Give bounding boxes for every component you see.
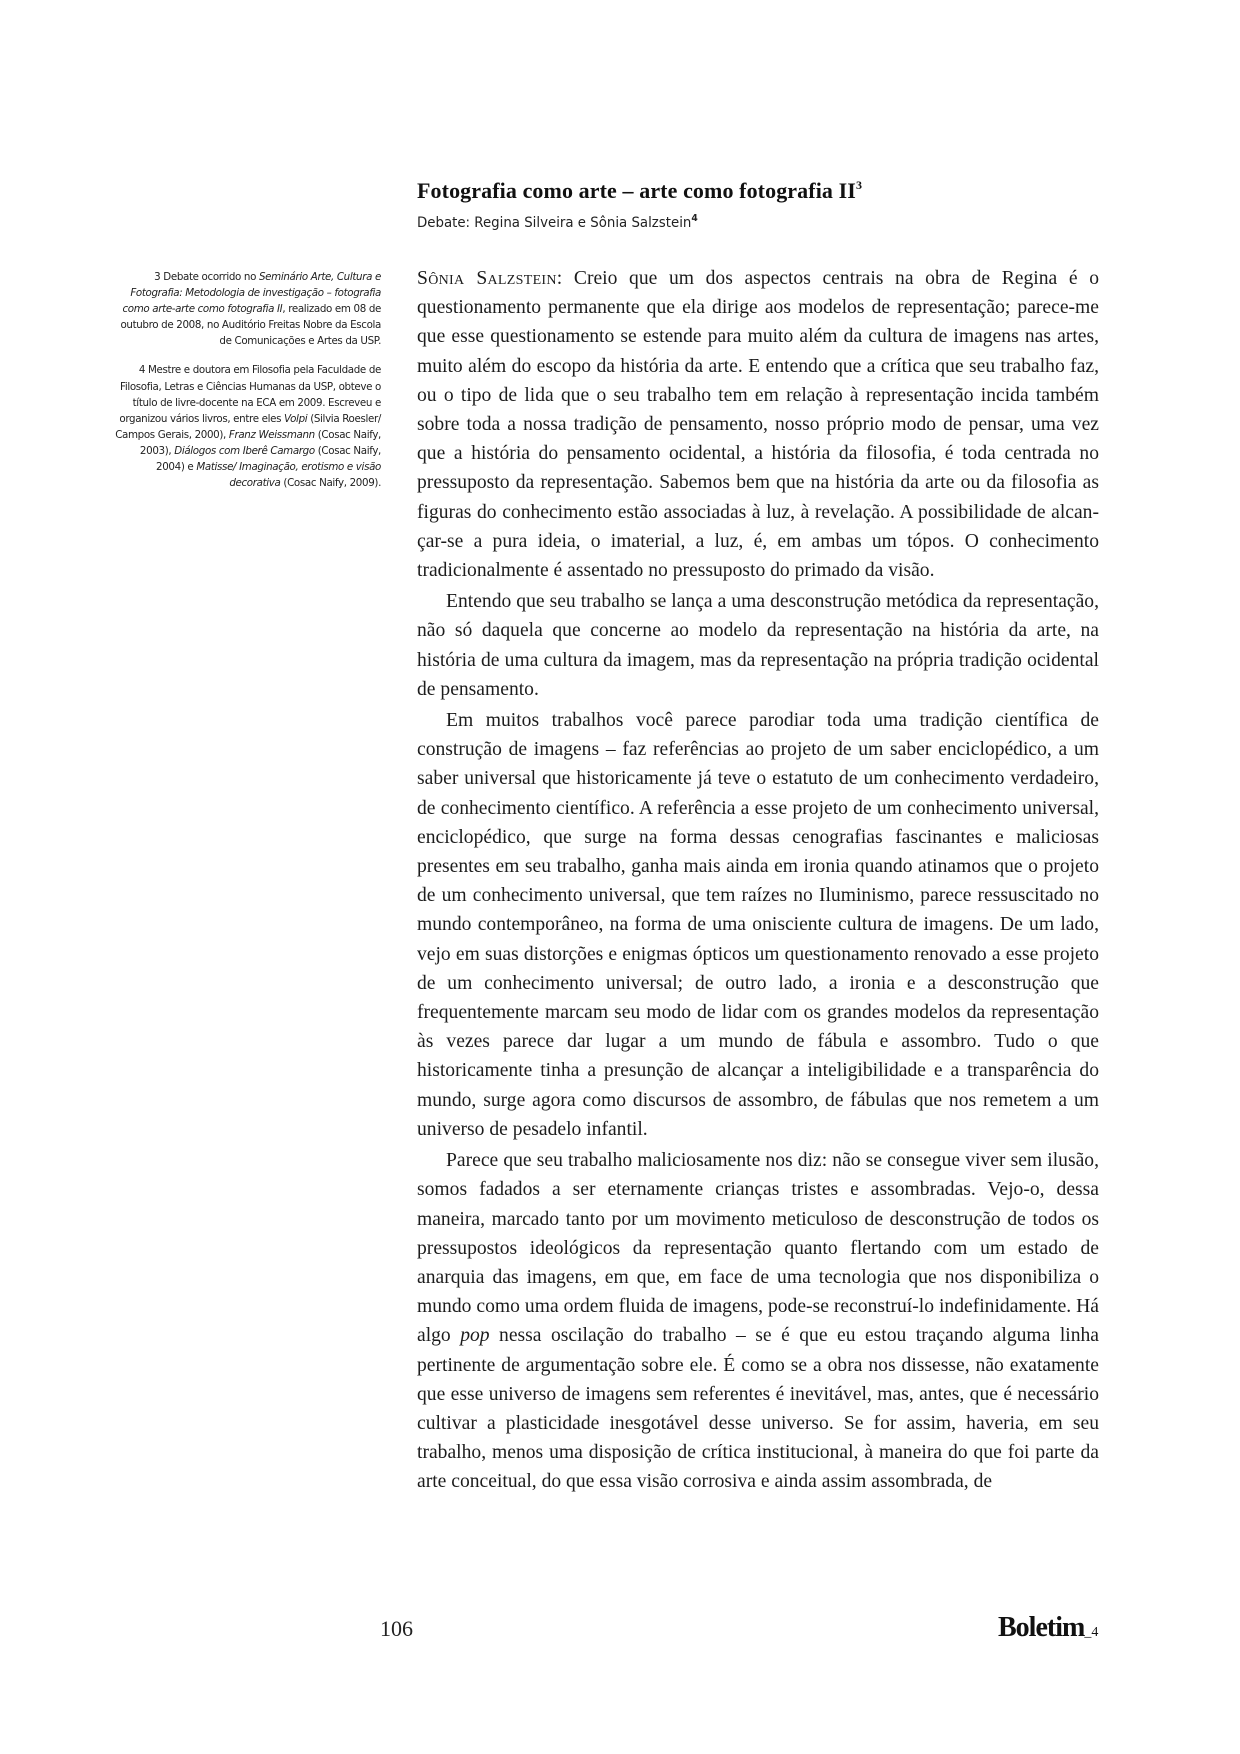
footnote-3-italic-1: Seminário Arte, Cultura e Fotografia: Metodologia de investigação – fotografia como arte-arte como fotografia II (122, 271, 381, 316)
footnote-3-text-2: , realizado em 08 de outubro de 2008, no Auditório Freitas Nobre da Escola de Comunicações e Artes da USP. (120, 303, 381, 348)
footnote-4-text-3: (Cosac Naify, 2003), (139, 428, 381, 457)
footnote-4 (110, 362, 381, 491)
article-title-text: Fotografia como arte – arte como fotografia II (417, 178, 856, 203)
footnote-4-text-2: (Silvia Roesler/ Campos Gerais, 2000), (115, 412, 381, 441)
article-subtitle-text: Debate: Regina Silveira e Sônia Salzstein (417, 215, 692, 231)
journal-logo-name: Boletim (998, 1612, 1085, 1643)
paragraph-3: Em muitos trabalhos você parece parodiar toda uma tradição científica de construção de imagens – faz referências ao projeto de um saber enciclopédico, a um saber universal que historicamente já teve o estatuto de um conhecimento verdadeiro, de conhecimento científico. A referência a esse projeto de um conhecimento universal, enciclopédico, que surge na forma dessas cenografias fascinantes e maliciosas presentes em seu trabalho, ganha mais ainda em ironia quando atinamos que o projeto de um conhecimento universal, que tem raízes no Iluminismo, parece ressuscitado no mundo contemporâneo, na forma de uma onisciente cultura de imagens. De um lado, vejo em suas distorções e enigmas ópticos um questionamento renovado a esse projeto de um conhecimento universal; de outro lado, a ironia e a desconstrução que frequentemente marcam seu modo de lidar com os grandes modelos da representação às vezes parece dar lugar a um mundo de fábula e assombro. Tudo o que historicamente tinha a presunção de alcançar a inteligibilidade e a transparência do mundo, surge agora como discursos de assombro, de fábulas que nos remetem a um universo de pesadelo infantil. (417, 710, 1099, 1140)
paragraph-4-text-1: Parece que seu trabalho maliciosamente nos diz: não se consegue viver sem ilusão, somos fadados a ser eternamente crianças tristes e assombradas. Vejo-o, dessa maneira, marcado tanto por um movimento meticuloso de desconstrução de todos os pressupostos ideológicos da representação quanto flertando com um estado de anarquia das imagens, em que, em face de uma tecnologia que nos disponibiliza o mundo como uma ordem fluida de imagens, pode-se reconstruí-lo indefinidamente. Há algo (417, 1150, 1099, 1347)
footnote-4-italic-4: Matisse/ Imaginação, erotismo e visão decorativa (196, 461, 381, 490)
footnote-4-italic-1: Volpi (284, 412, 308, 425)
speaker-name: Sônia Salzstein (417, 268, 557, 289)
paragraph-4 (417, 1146, 1099, 1496)
footnote-ref-4[interactable]: 4 (691, 213, 698, 224)
article-subtitle (417, 213, 698, 231)
paragraph-1-text: : Creio que um dos aspectos centrais na obra de Regina é o questionamento permanente que ela dirige aos modelos de representação; parece-me que esse questionamento se estende para muito além da cultura de imagens nas artes, muito além do escopo da história da arte. E entendo que a crítica que seu trabalho faz, ou o tipo de lida que o seu trabalho tem em relação à representação incida também sobre toda a nossa tradição de pensamento, nosso próprio modo de pensar, uma vez que a história do pensamento ocidental, a história da filosofia, é toda centrada no pressuposto da representação. Sabemos bem que na história da arte ou da filosofia as figuras do conhecimento estão associadas à luz, à revelação. A possibilidade de alcançar-se a pura ideia, o imaterial, a luz, é, em ambas um tópos. O conhecimento tradicionalmente é assentado no pressuposto do primado da visão. (417, 268, 1099, 582)
journal-logo-issue: _4 (1084, 1625, 1099, 1640)
footnote-3 (110, 269, 381, 349)
paragraph-1 (417, 264, 1099, 585)
sidebar-footnotes (110, 269, 381, 504)
footnote-ref-3[interactable]: 3 (855, 178, 863, 192)
footnote-4-text-5: (Cosac Naify, 2009). (280, 477, 381, 490)
paragraph-4-text-2: nessa oscilação do trabalho – se é que eu estou traçando alguma linha pertinente de argumentação sobre ele. É como se a obra nos dissesse, não exatamente que esse universo de imagens sem referentes é inevitável, mas, antes, que é necessário cultivar a plasticidade inesgotável desse universo. Se for assim, haveria, em seu trabalho, menos uma disposição de crítica institucional, à maneira do que foi parte da arte conceitual, do que essa visão corrosiva e ainda assim assombrada, de (417, 1325, 1099, 1493)
paragraph-4-italic: pop (460, 1325, 490, 1347)
journal-logo (998, 1612, 1098, 1644)
footnote-4-text-1: 4 Mestre e doutora em Filosofia pela Faculdade de Filosofia, Letras e Ciências Humanas da USP, obteve o título de livre-docente na ECA em 2009. Escreveu e organizou vários livros, entre eles (119, 364, 381, 425)
page-number: 106 (380, 1616, 413, 1641)
footnote-4-text-4: (Cosac Naify, 2004) e (156, 444, 381, 474)
paragraph-2: Entendo que seu trabalho se lança a uma desconstrução metódica da representação, não só daquela que concerne ao modelo da representação na história da arte, na história de uma cultura da imagem, mas da representação na própria tradição ocidental de pensamento. (417, 591, 1099, 700)
article-body (417, 264, 1099, 1497)
footnote-3-text-1: 3 Debate ocorrido no (154, 271, 259, 283)
article-title (417, 178, 862, 204)
footnote-4-italic-3: Diálogos com Iberê Camargo (174, 444, 315, 457)
footnote-4-italic-2: Franz Weissmann (228, 428, 315, 441)
